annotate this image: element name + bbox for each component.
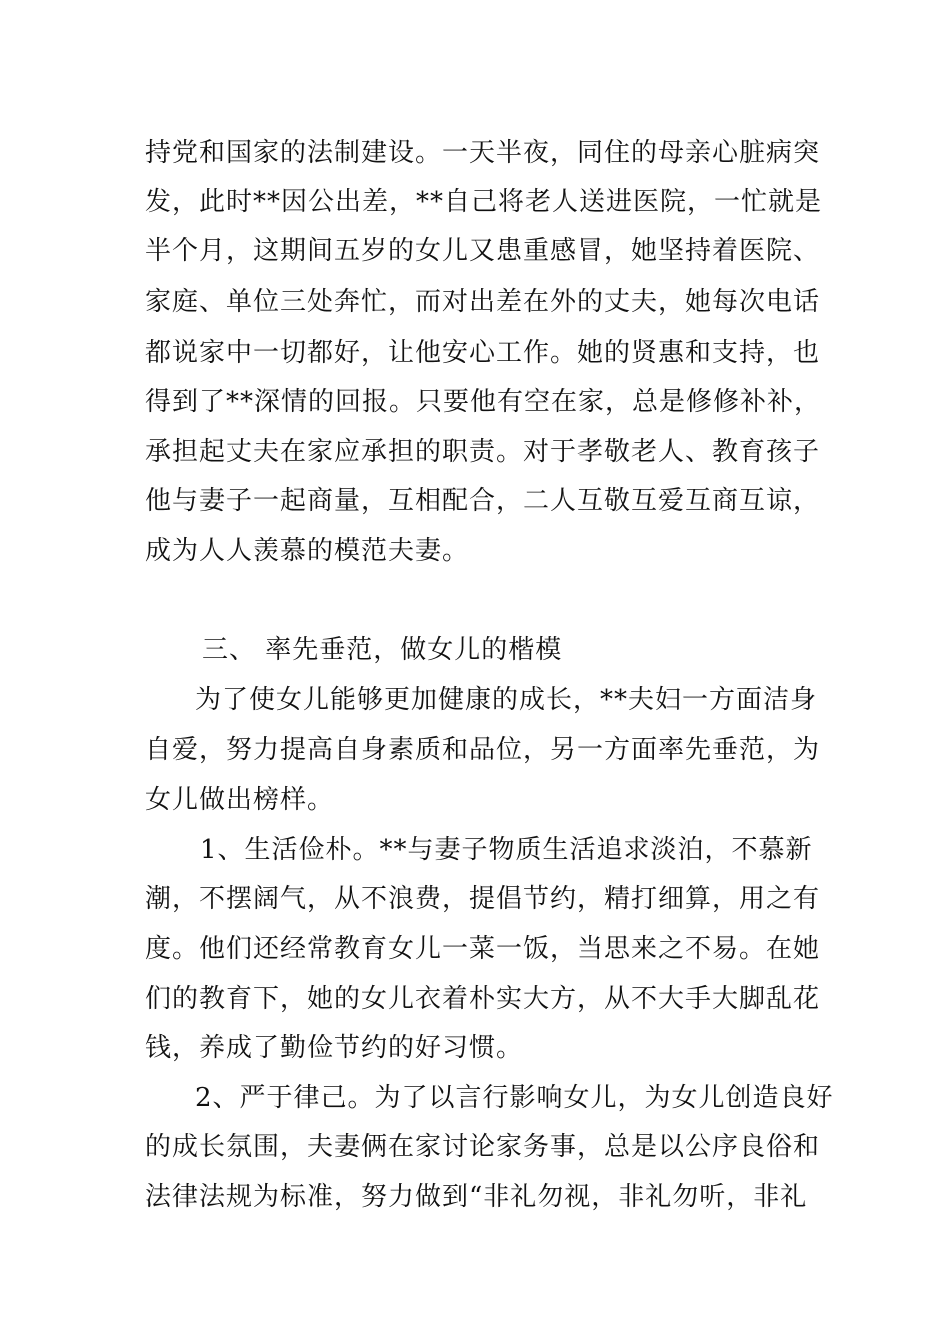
body-text-line: 都说家中一切都好，让他安心工作。她的贤惠和支持，也 [145,338,821,368]
list-item-line: 们的教育下，她的女儿衣着朴实大方，从不大手大脚乱花 [145,984,821,1014]
list-item-line: 钱，养成了勤俭节约的好习惯。 [145,1033,524,1063]
body-text-line: 发，此时**因公出差，**自己将老人送进医院，一忙就是 [145,187,823,217]
list-item-line: 1、生活俭朴。**与妻子物质生活追求淡泊，不慕新 [200,835,813,865]
body-text-line: 承担起丈夫在家应承担的职责。对于孝敬老人、教育孩子 [145,437,821,467]
body-text-line: 持党和国家的法制建设。一天半夜，同住的母亲心脏病突 [145,138,821,168]
section-heading: 三、 率先垂范，做女儿的楷模 [202,635,563,665]
list-item-line: 潮，不摆阔气，从不浪费，提倡节约，精打细算，用之有 [145,884,821,914]
body-text-line: 家庭、单位三处奔忙，而对出差在外的丈夫，她每次电话 [145,287,821,317]
list-item-line: 法律法规为标准，努力做到“非礼勿视，非礼勿听，非礼 [145,1182,808,1212]
body-text-line: 他与妻子一起商量，互相配合，二人互敬互爱互商互谅， [145,486,821,516]
body-text-line: 得到了**深情的回报。只要他有空在家，总是修修补补， [145,387,822,417]
body-text-line: 女儿做出榜样。 [145,785,335,815]
list-item-line: 的成长氛围，夫妻俩在家讨论家务事，总是以公序良俗和 [145,1132,821,1162]
body-text-line: 为了使女儿能够更加健康的成长，**夫妇一方面洁身 [195,685,818,715]
body-text-line: 成为人人羡慕的模范夫妻。 [145,536,470,566]
list-item-line: 度。他们还经常教育女儿一菜一饭，当思来之不易。在她 [145,934,821,964]
body-text-line: 半个月，这期间五岁的女儿又患重感冒，她坚持着医院、 [145,236,821,266]
body-text-line: 自爱，努力提高自身素质和品位，另一方面率先垂范，为 [145,735,821,765]
list-item-line: 2、严于律己。为了以言行影响女儿，为女儿创造良好 [195,1083,834,1113]
